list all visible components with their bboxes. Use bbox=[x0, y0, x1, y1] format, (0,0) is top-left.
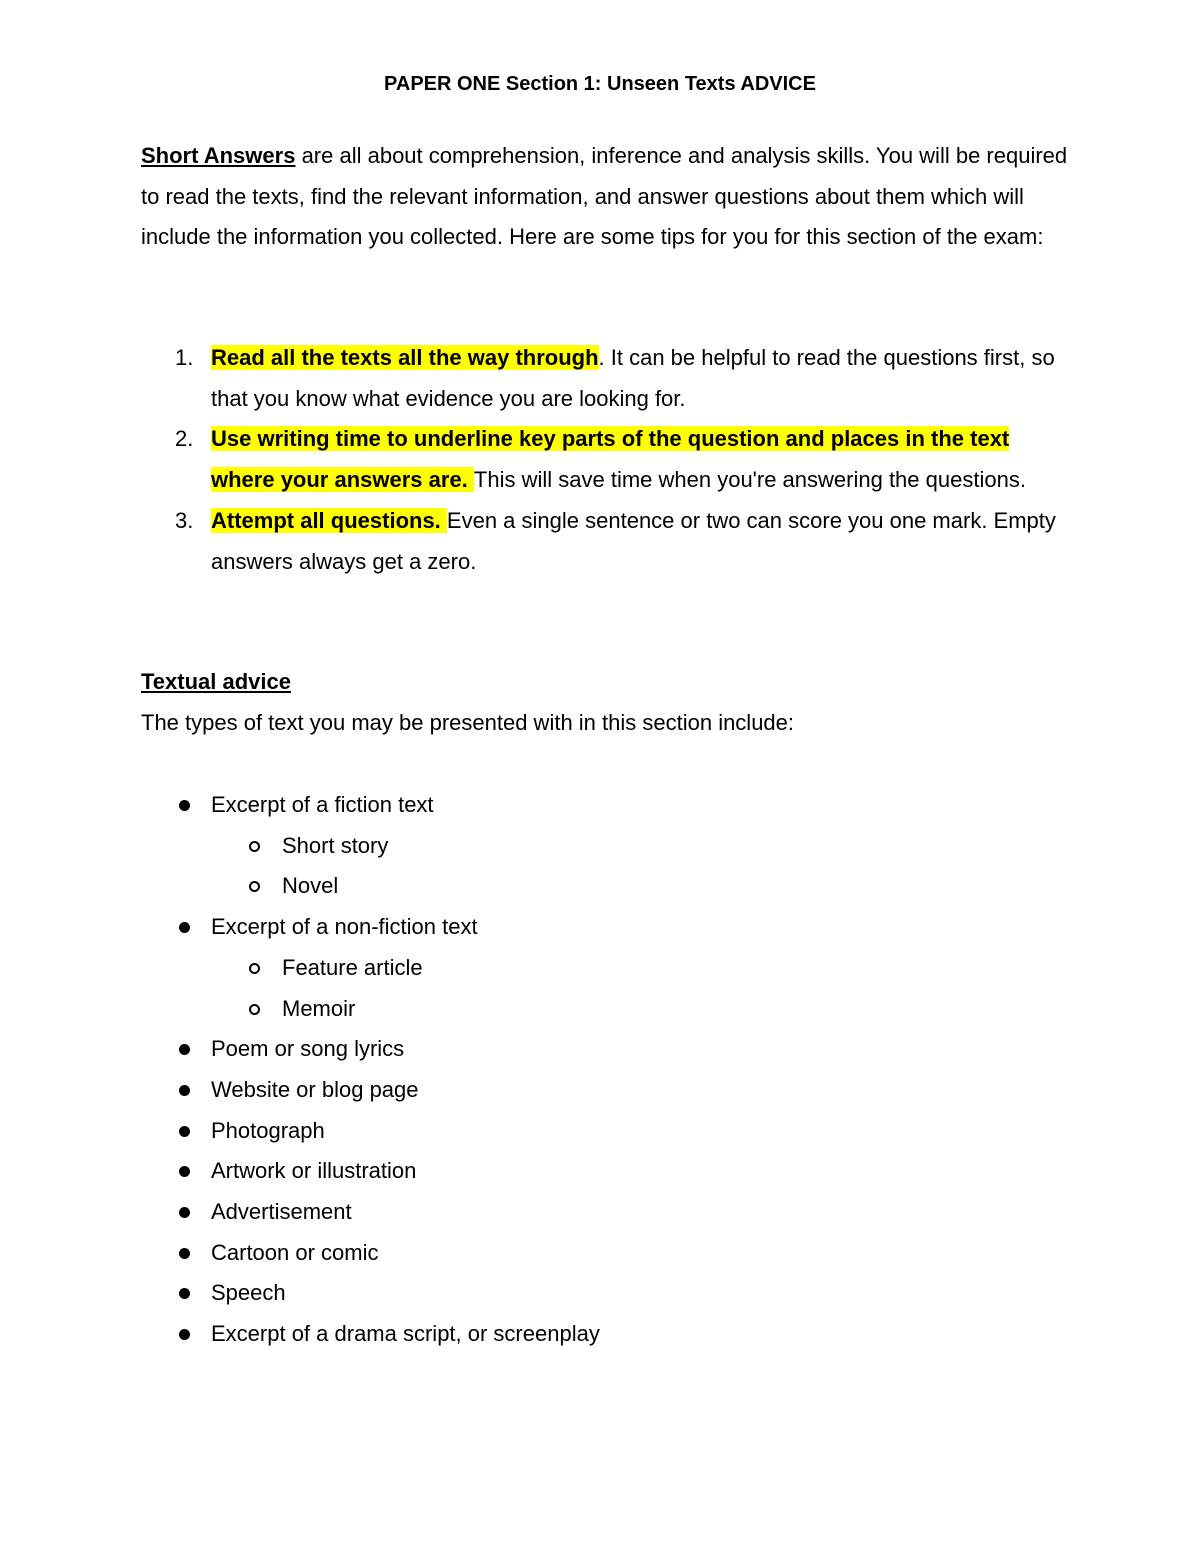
sub-list-item: Feature article bbox=[141, 948, 1071, 989]
list-item: Website or blog page bbox=[141, 1070, 1071, 1111]
tip-number: 3. bbox=[175, 507, 194, 533]
tip-text: . It can be helpful to read the questions first, so that you know what evidence you are looking for. bbox=[211, 345, 1055, 411]
short-answers-paragraph bbox=[141, 136, 1071, 258]
text-types-list bbox=[141, 785, 1071, 1355]
list-item: Photograph bbox=[141, 1111, 1071, 1152]
bullet-icon bbox=[179, 1288, 190, 1299]
tip-highlight: Read all the texts all the way through bbox=[211, 345, 599, 370]
textual-advice-section bbox=[141, 662, 1071, 743]
short-answers-heading: Short Answers bbox=[141, 143, 296, 168]
bullet-icon bbox=[179, 1248, 190, 1259]
list-item: Excerpt of a drama script, or screenplay bbox=[141, 1314, 1071, 1355]
bullet-icon bbox=[179, 1166, 190, 1177]
textual-advice-intro: The types of text you may be presented with in this section include: bbox=[141, 709, 795, 735]
list-item: Cartoon or comic bbox=[141, 1233, 1071, 1274]
bullet-icon bbox=[179, 1207, 190, 1218]
bullet-icon bbox=[179, 800, 190, 811]
tip-item bbox=[141, 419, 1071, 500]
page-title: PAPER ONE Section 1: Unseen Texts ADVICE bbox=[384, 73, 816, 95]
bullet-icon bbox=[179, 1044, 190, 1055]
tip-item bbox=[141, 501, 1071, 582]
sub-list-item: Memoir bbox=[141, 989, 1071, 1030]
bullet-icon bbox=[179, 922, 190, 933]
hollow-bullet-icon bbox=[249, 881, 260, 892]
tip-number: 2. bbox=[175, 426, 194, 452]
tips-list bbox=[141, 338, 1071, 582]
tip-item bbox=[141, 338, 1071, 419]
list-item: Excerpt of a non-fiction text bbox=[141, 907, 1071, 948]
hollow-bullet-icon bbox=[249, 1004, 260, 1015]
textual-advice-heading: Textual advice bbox=[141, 669, 291, 694]
tip-text: This will save time when you're answering the questions. bbox=[473, 467, 1026, 493]
bullet-icon bbox=[179, 1085, 190, 1096]
list-item: Excerpt of a fiction text bbox=[141, 785, 1071, 826]
list-item: Speech bbox=[141, 1273, 1071, 1314]
hollow-bullet-icon bbox=[249, 841, 260, 852]
list-item: Advertisement bbox=[141, 1192, 1071, 1233]
bullet-icon bbox=[179, 1329, 190, 1340]
list-item: Poem or song lyrics bbox=[141, 1029, 1071, 1070]
sub-list-item: Short story bbox=[141, 826, 1071, 867]
sub-list-item: Novel bbox=[141, 866, 1071, 907]
hollow-bullet-icon bbox=[249, 963, 260, 974]
short-answers-text: are all about comprehension, inference and analysis skills. You will be required to read the texts, find the relevant information, and answer questions about them which will include the information you collected. Here are some tips for you for this section of the exam: bbox=[141, 143, 1068, 250]
list-item: Artwork or illustration bbox=[141, 1151, 1071, 1192]
bullet-icon bbox=[179, 1126, 190, 1137]
tip-number: 1. bbox=[175, 345, 194, 370]
tip-text: Even a single sentence or two can score you one mark. Empty answers always get a zero. bbox=[211, 507, 1056, 574]
tip-highlight: Attempt all questions. bbox=[211, 507, 447, 533]
tip-highlight: Use writing time to underline key parts of the question and places in the text where your answers are. bbox=[211, 426, 1010, 493]
